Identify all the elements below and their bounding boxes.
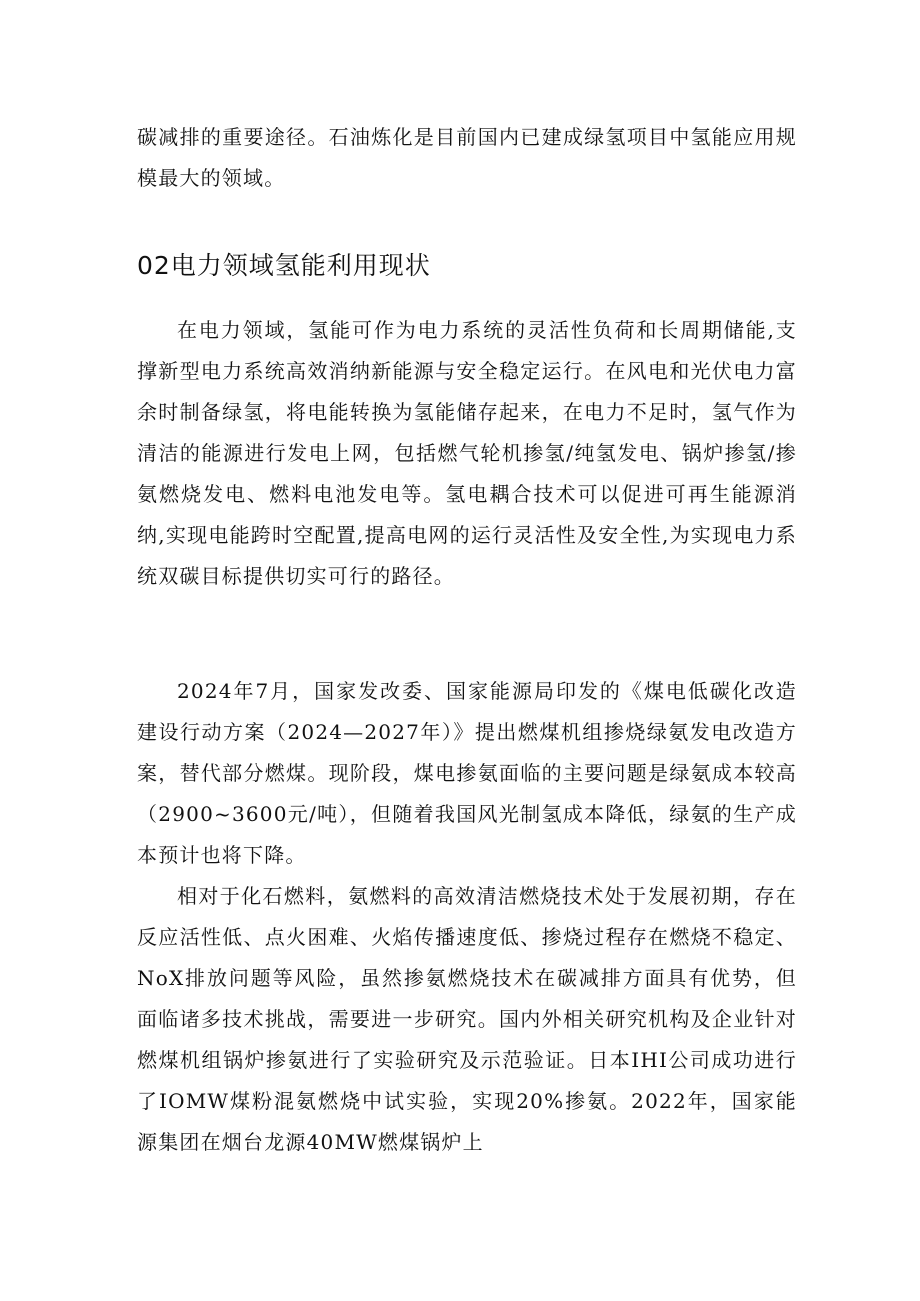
section-heading: 02电力领域氢能利用现状 [137,251,431,280]
intro-paragraph: 碳减排的重要途径。石油炼化是目前国内已建成绿氢项目中氢能应用规模最大的领域。 [137,125,797,190]
policy-paragraph: 2024年7月，国家发改委、国家能源局印发的《煤电低碳化改造建设行动方案（2024—2027年）》提出燃煤机组掺烧绿氨发电改造方案，替代部分燃煤。现阶段，煤电掺氨面临的主要问题是绿氨成本较高（2900~3600元/吨），但随着我国风光制氢成本降低，绿氨的生产成本预计也将下降。 [137,679,797,867]
ammonia-combustion-paragraph: 相对于化石燃料，氨燃料的高效清洁燃烧技术处于发展初期，存在反应活性低、点火困难、火焰传播速度低、掺烧过程存在燃烧不稳定、NoX排放问题等风险，虽然掺氨燃烧技术在碳减排方面具有优势，但面临诸多技术挑战，需要进一步研究。国内外相关研究机构及企业针对燃煤机组锅炉掺氨进行了实验研究及示范验证。日本IHI公司成功进行了IOMW煤粉混氨燃烧中试实验，实现20%掺氨。2022年，国家能源集团在烟台龙源40MW燃煤锅炉上 [137,884,797,1154]
power-sector-paragraph: 在电力领域，氢能可作为电力系统的灵活性负荷和长周期储能,支撑新型电力系统高效消纳新能源与安全稳定运行。在风电和光伏电力富余时制备绿氢，将电能转换为氢能储存起来，在电力不足时，氢气作为清洁的能源进行发电上网，包括燃气轮机掺氢/纯氢发电、锅炉掺氢/掺氨燃烧发电、燃料电池发电等。氢电耦合技术可以促进可再生能源消纳,实现电能跨时空配置,提高电网的运行灵活性及安全性,为实现电力系统双碳目标提供切实可行的路径。 [137,318,797,588]
